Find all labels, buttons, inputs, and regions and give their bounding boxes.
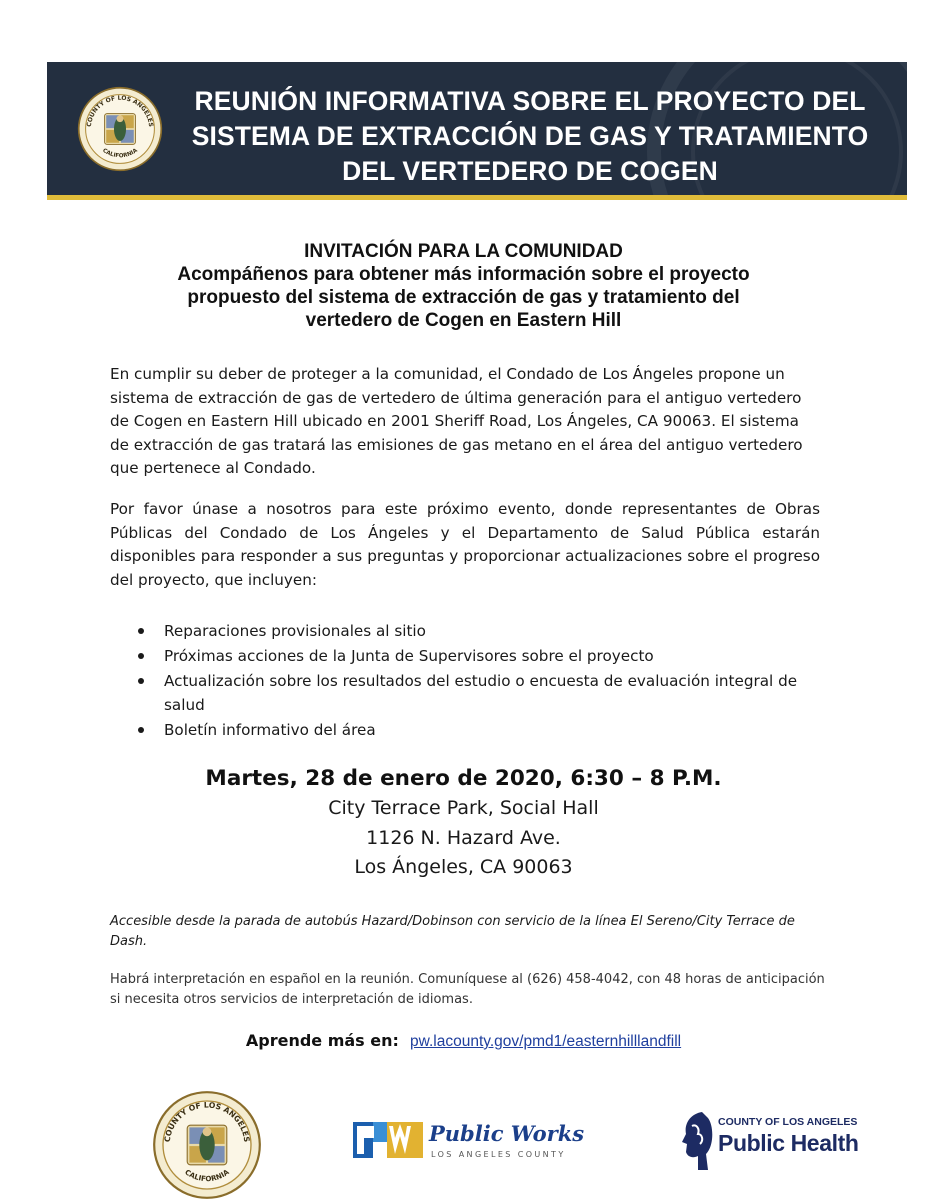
public-health-name: Public Health (718, 1130, 859, 1156)
interpretation-note: Habrá interpretación en español en la reunión. Comuníquese al (626) 458-4042, con 48 horas de anticipación si necesita otros servicios de interpretación de idiomas. (110, 972, 825, 1007)
title-line: REUNIÓN INFORMATIVA SOBRE EL PROYECTO DEL (194, 86, 866, 116)
invitation-subheading-line: propuesto del sistema de extracción de gas y tratamiento del (187, 287, 740, 308)
page-title (175, 84, 885, 189)
public-works-mark-icon (353, 1122, 423, 1158)
topics-list (135, 619, 825, 743)
accessibility-note: Accesible desde la parada de autobús Hazard/Dobinson con servicio de la línea El Sereno/City Terrace de Dash. (110, 914, 795, 949)
public-works-name: Public Works (429, 1121, 585, 1146)
list-item: Boletín informativo del área (135, 718, 825, 742)
event-city: Los Ángeles, CA 90063 (354, 856, 573, 878)
seal-bottom-text: CALIFORNIA (101, 147, 139, 160)
seal-top-text: COUNTY OF LOS ANGELES (85, 94, 155, 128)
learn-more (80, 1030, 847, 1053)
public-health-logo (678, 1110, 868, 1172)
list-item: Reparaciones provisionales al sitio (135, 619, 825, 643)
event-date: Martes, 28 de enero de 2020, 6:30 – 8 P.M. (205, 766, 722, 791)
public-health-county: COUNTY OF LOS ANGELES (718, 1116, 858, 1128)
title-line: SISTEMA DE EXTRACCIÓN DE GAS Y TRATAMIENTO (191, 121, 869, 151)
footer-seal-top-text: COUNTY OF LOS ANGELES (162, 1100, 252, 1143)
learn-more-label: Aprende más en: (245, 1031, 399, 1050)
public-works-subtitle: LOS ANGELES COUNTY (431, 1150, 566, 1159)
county-seal-logo-icon (152, 1090, 262, 1200)
event-street: 1126 N. Hazard Ave. (366, 826, 561, 849)
public-health-profile-icon (678, 1110, 718, 1172)
learn-more-link[interactable]: pw.lacounty.gov/pmd1/easternhilllandfill (410, 1033, 682, 1050)
invitation-heading: INVITACIÓN PARA LA COMUNIDAD (304, 241, 623, 262)
list-item: Actualización sobre los resultados del estudio o encuesta de evaluación integral de salud (135, 669, 825, 717)
event-paragraph: Por favor únase a nosotros para este próximo evento, donde representantes de Obras Públicas del Condado de Los Ángeles y el Departamento de Salud Pública estarán disponibles para responder a sus preguntas y proporcionar actualizaciones sobre el progreso del proyecto, que incluyen: (110, 500, 820, 589)
event-details (80, 764, 847, 883)
county-seal-icon (77, 86, 163, 172)
title-line: DEL VERTEDERO DE COGEN (342, 156, 718, 186)
footer-seal-bottom-text: CALIFORNIA (183, 1167, 231, 1184)
invitation-subheading-line: Acompáñenos para obtener más información sobre el proyecto (177, 264, 750, 285)
event-venue: City Terrace Park, Social Hall (328, 797, 599, 819)
invitation-heading-block (80, 240, 847, 332)
intro-paragraph: En cumplir su deber de proteger a la comunidad, el Condado de Los Ángeles propone un sistema de extracción de gas de vertedero de última generación para el antiguo vertedero de Cogen en Eastern Hill ubicado en 2001 Sheriff Road, Los Ángeles, CA 90063. El sistema de extracción de gas tratará las emisiones de gas metano en el área del antiguo vertedero que pertenece al Condado. (110, 365, 803, 478)
invitation-subheading-line: vertedero de Cogen en Eastern Hill (305, 310, 622, 331)
public-works-logo (353, 1120, 583, 1162)
header-banner (47, 62, 907, 200)
list-item: Próximas acciones de la Junta de Supervisores sobre el proyecto (135, 644, 825, 668)
